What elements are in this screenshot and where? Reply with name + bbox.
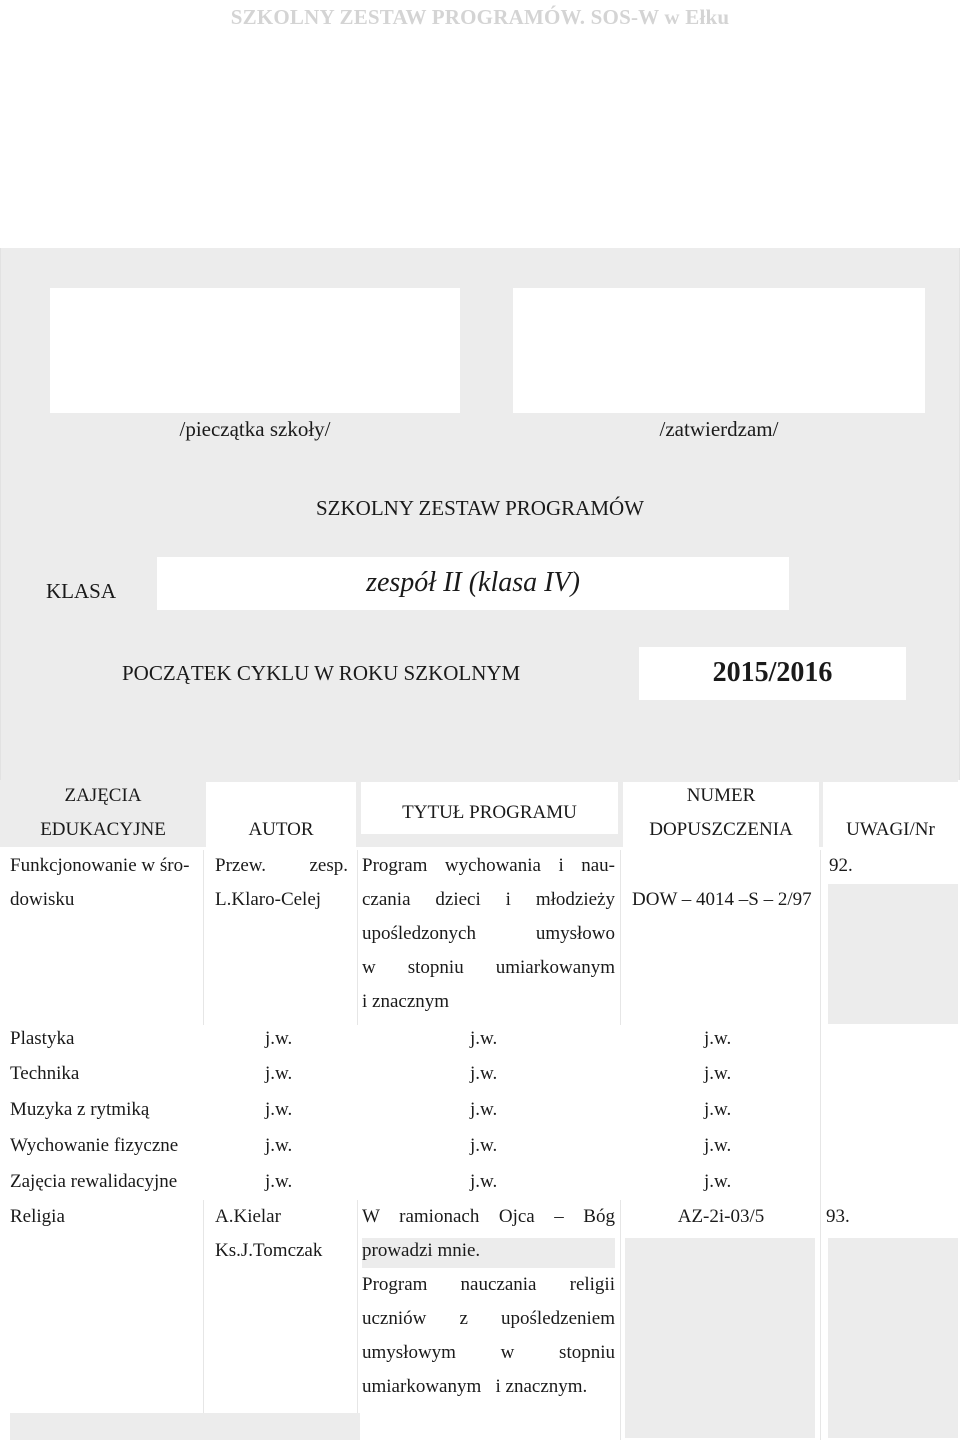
- religia-author-line1: A.Kielar: [215, 1206, 281, 1227]
- row-number: j.w.: [704, 1099, 732, 1120]
- header-number-line1: NUMER: [686, 785, 756, 806]
- class-value: zespół II (klasa IV): [366, 567, 580, 598]
- row-author: j.w.: [265, 1099, 293, 1120]
- row-author: j.w.: [265, 1028, 293, 1049]
- column-divider: [357, 1200, 358, 1440]
- column-divider: [620, 850, 621, 1025]
- row-number: j.w.: [704, 1063, 732, 1084]
- class-field: [157, 557, 789, 610]
- religia-number: AZ-2i-03/5: [677, 1206, 765, 1227]
- row-number: j.w.: [704, 1028, 732, 1049]
- column-divider: [203, 1200, 204, 1440]
- header-author: AUTOR: [248, 819, 314, 840]
- notes-shading: [828, 884, 958, 1024]
- row1-note: 92.: [829, 855, 853, 876]
- row-subject: Wychowanie fizyczne: [10, 1135, 179, 1156]
- page-title: SZKOLNY ZESTAW PROGRAMÓW. SOS-W w Ełku: [230, 5, 730, 29]
- religia-title-line: uczniów z upośledzeniem: [362, 1308, 615, 1329]
- column-divider: [203, 850, 204, 1025]
- row-title: j.w.: [470, 1063, 498, 1084]
- row-title: j.w.: [470, 1099, 498, 1120]
- class-label: KLASA: [46, 579, 117, 603]
- row-bottom-shading: [10, 1413, 360, 1440]
- header-subject-line2: EDUKACYJNE: [40, 819, 166, 840]
- row-title: j.w.: [470, 1171, 498, 1192]
- column-divider: [820, 850, 821, 1440]
- school-stamp-box: [50, 288, 460, 413]
- religia-title-line: prowadzi mnie.: [362, 1240, 481, 1261]
- cycle-year: 2015/2016: [712, 657, 833, 688]
- religia-title-line: umiarkowanym i znacznym.: [362, 1376, 588, 1397]
- row-subject: Technika: [10, 1063, 80, 1084]
- school-stamp-label: /pieczątka szkoły/: [179, 417, 331, 441]
- religia-title-line: umysłowym w stopniu: [362, 1342, 615, 1363]
- row-author: j.w.: [265, 1135, 293, 1156]
- row1-subject-line1: Funkcjonowanie w śro-: [10, 855, 190, 876]
- header-notes: UWAGI/Nr: [846, 819, 935, 840]
- row1-number: DOW – 4014 –S – 2/97: [632, 889, 812, 910]
- row1-author-line2: L.Klaro-Celej: [215, 889, 322, 910]
- header-subject-line1: ZAJĘCIA: [64, 785, 142, 806]
- religia-note: 93.: [826, 1206, 850, 1227]
- row1-title-line: Program wychowania i nau-: [362, 855, 615, 876]
- approval-label: /zatwierdzam/: [659, 417, 779, 441]
- row-author: j.w.: [265, 1171, 293, 1192]
- row-subject: Zajęcia rewalidacyjne: [10, 1171, 178, 1192]
- religia-title-line: W ramionach Ojca – Bóg: [362, 1206, 615, 1227]
- cycle-label: POCZĄTEK CYKLU W ROKU SZKOLNYM: [122, 661, 521, 685]
- row-author: j.w.: [265, 1063, 293, 1084]
- row-title: j.w.: [470, 1028, 498, 1049]
- notes-shading: [828, 1238, 958, 1438]
- row-number: j.w.: [704, 1135, 732, 1156]
- row1-title-line: i znacznym: [362, 991, 450, 1012]
- approval-box: [513, 288, 925, 413]
- row1-author-line1: Przew. zesp.: [215, 855, 348, 876]
- row-number: j.w.: [704, 1171, 732, 1192]
- religia-subject: Religia: [10, 1206, 65, 1227]
- number-shading: [625, 1238, 815, 1438]
- row1-title-line: upośledzonych umysłowo: [362, 923, 615, 944]
- row-subject: Plastyka: [10, 1028, 75, 1049]
- header-number-line2: DOPUSZCZENIA: [649, 819, 793, 840]
- header-title: TYTUŁ PROGRAMU: [402, 802, 577, 823]
- column-divider: [620, 1200, 621, 1440]
- row-title: j.w.: [470, 1135, 498, 1156]
- religia-title-line: Program nauczania religii: [362, 1274, 615, 1295]
- row1-title-line: w stopniu umiarkowanym: [362, 957, 615, 978]
- row-subject: Muzyka z rytmiką: [10, 1099, 150, 1120]
- religia-author-line2: Ks.J.Tomczak: [215, 1240, 323, 1261]
- row1-title-line: czania dzieci i młodzieży: [362, 889, 615, 910]
- program-heading: SZKOLNY ZESTAW PROGRAMÓW: [316, 496, 644, 520]
- row1-subject-line2: dowisku: [10, 889, 75, 910]
- cycle-field: [639, 647, 906, 700]
- column-divider: [357, 850, 358, 1025]
